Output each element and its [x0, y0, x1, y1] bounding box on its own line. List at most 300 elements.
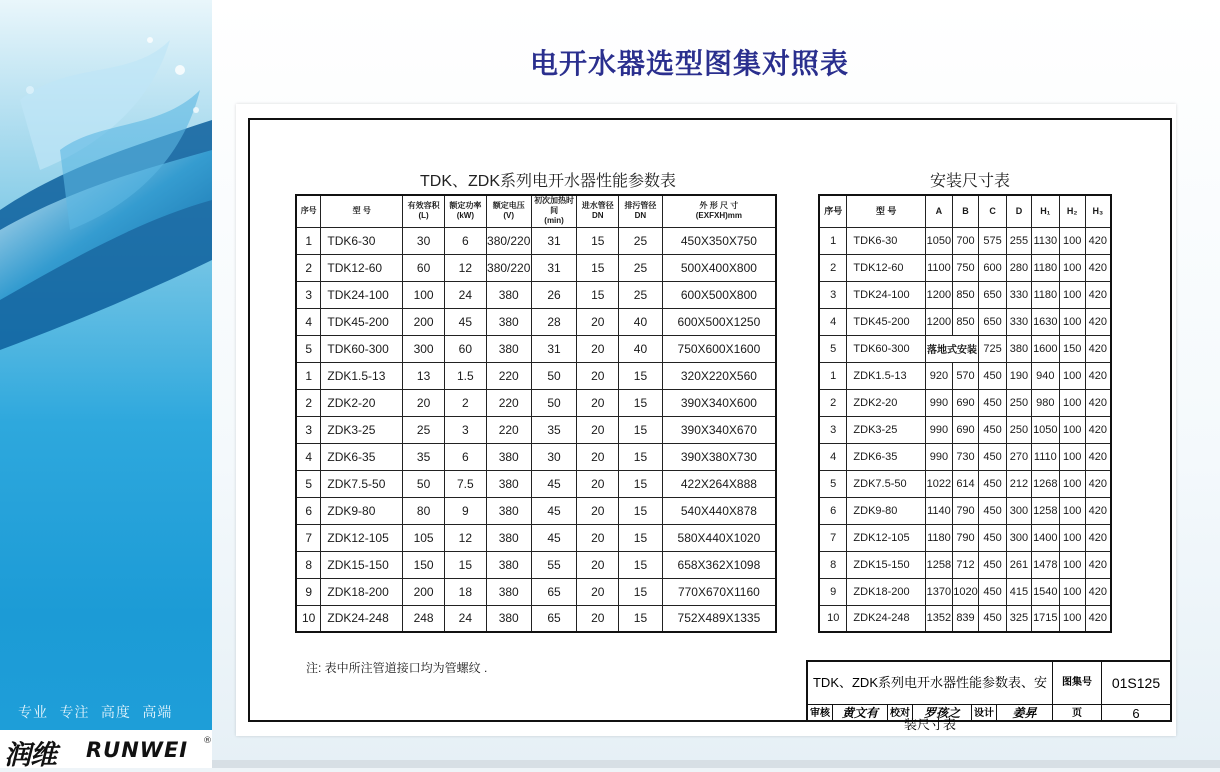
table-cell: 920	[925, 362, 952, 389]
table-cell: 35	[531, 416, 577, 443]
table-cell: 1200	[925, 308, 952, 335]
table-cell: 26	[531, 281, 577, 308]
table-cell: 450X350X750	[662, 227, 776, 254]
table-cell: 570	[952, 362, 978, 389]
table-cell: 380/220	[486, 254, 531, 281]
table-row	[296, 578, 776, 605]
table-cell: 3	[819, 281, 847, 308]
column-header: 初次加热时间 (min)	[531, 195, 577, 227]
table-cell: 380	[486, 497, 531, 524]
table-cell: 1540	[1031, 578, 1059, 605]
table-cell: 300	[403, 335, 445, 362]
table-cell: 450	[979, 578, 1007, 605]
table-row	[819, 497, 1111, 524]
table-cell: 320X220X560	[662, 362, 776, 389]
table-cell: 770X670X1160	[662, 578, 776, 605]
table-cell: 9	[819, 578, 847, 605]
table-cell: 15	[619, 605, 663, 632]
table-row	[819, 254, 1111, 281]
table-cell: 100	[1059, 578, 1085, 605]
performance-table	[295, 194, 777, 633]
table-cell: 600	[979, 254, 1007, 281]
table-cell: 1.5	[444, 362, 486, 389]
table-cell: 1352	[925, 605, 952, 632]
table-cell: 40	[619, 308, 663, 335]
table-cell: 28	[531, 308, 577, 335]
table-cell: 420	[1085, 362, 1111, 389]
table-cell: ZDK15-150	[321, 551, 403, 578]
table-cell: 1020	[952, 578, 978, 605]
table-cell: 25	[403, 416, 445, 443]
table-cell: 8	[819, 551, 847, 578]
table-cell: 7	[819, 524, 847, 551]
table-cell: ZDK18-200	[321, 578, 403, 605]
design-signature: 姜昇	[997, 705, 1053, 722]
column-header: 型 号	[847, 195, 926, 227]
table-cell: 15	[619, 551, 663, 578]
table-cell: 5	[296, 470, 321, 497]
table-row	[296, 227, 776, 254]
table-cell: 420	[1085, 497, 1111, 524]
table-cell: ZDK24-248	[847, 605, 926, 632]
atlas-number: 01S125	[1102, 662, 1170, 705]
table-cell: ZDK1.5-13	[847, 362, 926, 389]
table-cell: 1180	[925, 524, 952, 551]
table-cell: 31	[531, 335, 577, 362]
table-cell: 8	[296, 551, 321, 578]
table-cell: 990	[925, 416, 952, 443]
table-cell: 990	[925, 389, 952, 416]
table-cell: 3	[296, 281, 321, 308]
table-cell: 3	[296, 416, 321, 443]
table-cell: 15	[619, 443, 663, 470]
table-row	[819, 416, 1111, 443]
table-cell: 3	[444, 416, 486, 443]
table-cell: 750X600X1600	[662, 335, 776, 362]
table-row	[819, 578, 1111, 605]
table-cell: 50	[403, 470, 445, 497]
table-cell: 100	[1059, 551, 1085, 578]
table-cell: 100	[1059, 281, 1085, 308]
table-cell: 65	[531, 605, 577, 632]
table-cell: 420	[1085, 605, 1111, 632]
table-cell: 1258	[1031, 497, 1059, 524]
table-cell: 420	[1085, 254, 1111, 281]
table-cell: 15	[619, 578, 663, 605]
table-cell: 300	[1007, 524, 1032, 551]
table-row	[819, 524, 1111, 551]
table-cell: 261	[1007, 551, 1032, 578]
table-cell: ZDK15-150	[847, 551, 926, 578]
table-cell: 540X440X878	[662, 497, 776, 524]
table-cell: 390X380X730	[662, 443, 776, 470]
table-cell: 500X400X800	[662, 254, 776, 281]
table-cell: 1370	[925, 578, 952, 605]
table-cell: 658X362X1098	[662, 551, 776, 578]
table-cell: 1400	[1031, 524, 1059, 551]
table-cell: 1130	[1031, 227, 1059, 254]
table-cell: 200	[403, 308, 445, 335]
table-cell: 700	[952, 227, 978, 254]
table-cell: 450	[979, 497, 1007, 524]
table-cell: 990	[925, 443, 952, 470]
table-cell: 100	[1059, 470, 1085, 497]
table-row	[819, 443, 1111, 470]
table-cell: 60	[444, 335, 486, 362]
table-cell: 100	[1059, 362, 1085, 389]
atlas-number-label: 图集号	[1053, 662, 1102, 705]
table-cell: 750	[952, 254, 978, 281]
table-cell: 15	[577, 254, 619, 281]
table-cell: ZDK6-35	[321, 443, 403, 470]
table-cell: 390X340X670	[662, 416, 776, 443]
table-row	[296, 551, 776, 578]
registered-mark: ®	[203, 736, 212, 746]
table-cell: 20	[577, 416, 619, 443]
drawing-title-block	[806, 660, 1172, 732]
table-cell: 落地式安装	[925, 335, 978, 362]
table-cell: 450	[979, 389, 1007, 416]
table-cell: 420	[1085, 281, 1111, 308]
column-header: D	[1007, 195, 1032, 227]
column-header: B	[952, 195, 978, 227]
table-cell: 380	[486, 335, 531, 362]
table-cell: 422X264X888	[662, 470, 776, 497]
table-cell: 690	[952, 389, 978, 416]
table-cell: 1100	[925, 254, 952, 281]
table-cell: 250	[1007, 416, 1032, 443]
table-cell: 31	[531, 254, 577, 281]
table-cell: 15	[619, 416, 663, 443]
table-cell: 100	[1059, 308, 1085, 335]
table-cell: 20	[577, 497, 619, 524]
table-cell: 1258	[925, 551, 952, 578]
table-cell: 330	[1007, 281, 1032, 308]
table-cell: TDK60-300	[321, 335, 403, 362]
table-cell: 575	[979, 227, 1007, 254]
table-cell: 20	[577, 551, 619, 578]
table-row	[819, 389, 1111, 416]
column-header: C	[979, 195, 1007, 227]
table-cell: TDK24-100	[847, 281, 926, 308]
table-cell: ZDK2-20	[321, 389, 403, 416]
brand-logo-cn: 润维	[4, 740, 56, 771]
table-row	[296, 254, 776, 281]
table-cell: 5	[296, 335, 321, 362]
column-header: 额定功率 (kW)	[444, 195, 486, 227]
table-cell: 420	[1085, 524, 1111, 551]
table-cell: 12	[444, 524, 486, 551]
table-cell: 25	[619, 281, 663, 308]
table-row	[819, 362, 1111, 389]
table-cell: 100	[1059, 605, 1085, 632]
table-cell: 100	[1059, 443, 1085, 470]
column-header: 额定电压 (V)	[486, 195, 531, 227]
table-row	[296, 281, 776, 308]
table-cell: 55	[531, 551, 577, 578]
table-note: 注: 表中所注管道接口均为管螺纹 .	[306, 661, 488, 675]
page-title: 电开水器选型图集对照表	[530, 47, 850, 80]
table-cell: 100	[1059, 524, 1085, 551]
table-row	[819, 470, 1111, 497]
table-cell: 6	[444, 443, 486, 470]
install-table-title: 安装尺寸表	[930, 173, 1011, 190]
table-cell: 270	[1007, 443, 1032, 470]
table-cell: ZDK18-200	[847, 578, 926, 605]
table-cell: 30	[531, 443, 577, 470]
table-cell: 20	[577, 605, 619, 632]
table-cell: 415	[1007, 578, 1032, 605]
table-cell: 614	[952, 470, 978, 497]
table-cell: 1022	[925, 470, 952, 497]
table-cell: 420	[1085, 578, 1111, 605]
table-cell: 839	[952, 605, 978, 632]
table-cell: 31	[531, 227, 577, 254]
table-cell: 420	[1085, 551, 1111, 578]
table-cell: 2	[819, 254, 847, 281]
table-cell: 50	[531, 362, 577, 389]
column-header: 序号	[819, 195, 847, 227]
table-cell: 9	[444, 497, 486, 524]
table-cell: 4	[819, 308, 847, 335]
table-cell: 45	[531, 497, 577, 524]
table-cell: 220	[486, 389, 531, 416]
table-cell: 850	[952, 281, 978, 308]
table-cell: 4	[296, 443, 321, 470]
table-cell: 2	[819, 389, 847, 416]
table-cell: ZDK7.5-50	[321, 470, 403, 497]
table-cell: 650	[979, 308, 1007, 335]
table-cell: 4	[819, 443, 847, 470]
table-cell: 13	[403, 362, 445, 389]
table-cell: 20	[577, 443, 619, 470]
table-cell: 390X340X600	[662, 389, 776, 416]
table-cell: TDK24-100	[321, 281, 403, 308]
table-cell: 100	[1059, 416, 1085, 443]
table-row	[296, 335, 776, 362]
check-signature: 罗孩之	[913, 705, 972, 722]
table-cell: 420	[1085, 470, 1111, 497]
table-cell: ZDK9-80	[321, 497, 403, 524]
design-label: 设计	[972, 705, 997, 722]
table-row	[296, 470, 776, 497]
table-cell: 380	[1007, 335, 1032, 362]
table-cell: 100	[1059, 254, 1085, 281]
table-cell: 220	[486, 362, 531, 389]
table-cell: 450	[979, 416, 1007, 443]
table-cell: 420	[1085, 443, 1111, 470]
table-cell: 20	[577, 362, 619, 389]
table-cell: 1050	[925, 227, 952, 254]
table-row	[819, 605, 1111, 632]
table-cell: 255	[1007, 227, 1032, 254]
table-cell: ZDK6-35	[847, 443, 926, 470]
table-cell: 450	[979, 470, 1007, 497]
table-cell: 450	[979, 443, 1007, 470]
table-cell: 420	[1085, 227, 1111, 254]
table-cell: 25	[619, 227, 663, 254]
table-cell: 752X489X1335	[662, 605, 776, 632]
table-cell: 1715	[1031, 605, 1059, 632]
table-cell: 30	[403, 227, 445, 254]
install-table	[818, 194, 1112, 633]
table-cell: 80	[403, 497, 445, 524]
table-row	[296, 308, 776, 335]
table-cell: 7.5	[444, 470, 486, 497]
slide-bottom-bar	[212, 760, 1220, 768]
table-cell: 6	[819, 497, 847, 524]
table-cell: 20	[577, 470, 619, 497]
table-cell: 15	[444, 551, 486, 578]
table-cell: 150	[1059, 335, 1085, 362]
table-cell: ZDK12-105	[847, 524, 926, 551]
table-cell: 1110	[1031, 443, 1059, 470]
water-splash-image	[0, 0, 212, 700]
table-cell: 65	[531, 578, 577, 605]
table-cell: 725	[979, 335, 1007, 362]
table-cell: 450	[979, 605, 1007, 632]
table-cell: 105	[403, 524, 445, 551]
column-header: 排污管径 DN	[619, 195, 663, 227]
table-cell: 380	[486, 308, 531, 335]
table-cell: 1140	[925, 497, 952, 524]
column-header: 序号	[296, 195, 321, 227]
table-cell: 10	[819, 605, 847, 632]
table-cell: TDK6-30	[847, 227, 926, 254]
table-cell: 380	[486, 470, 531, 497]
table-cell: 200	[403, 578, 445, 605]
table-cell: 100	[403, 281, 445, 308]
sidebar-tagline: 专业 专注 高度 高端	[18, 705, 173, 721]
table-cell: 150	[403, 551, 445, 578]
table-cell: 580X440X1020	[662, 524, 776, 551]
table-cell: 18	[444, 578, 486, 605]
table-cell: ZDK3-25	[847, 416, 926, 443]
table-cell: ZDK12-105	[321, 524, 403, 551]
table-cell: 250	[1007, 389, 1032, 416]
table-cell: 940	[1031, 362, 1059, 389]
table-cell: 9	[296, 578, 321, 605]
column-header: 外 形 尺 寸 (EXFXH)mm	[662, 195, 776, 227]
review-label: 审核	[808, 705, 833, 722]
performance-table-title: TDK、ZDK系列电开水器性能参数表	[420, 173, 677, 190]
table-cell: 1050	[1031, 416, 1059, 443]
table-cell: 380	[486, 524, 531, 551]
table-cell: TDK45-200	[321, 308, 403, 335]
table-cell: ZDK7.5-50	[847, 470, 926, 497]
table-cell: 380	[486, 281, 531, 308]
table-cell: 15	[619, 389, 663, 416]
table-cell: 600X500X800	[662, 281, 776, 308]
table-cell: ZDK24-248	[321, 605, 403, 632]
table-cell: 2	[296, 254, 321, 281]
table-cell: 45	[531, 470, 577, 497]
page-label: 页	[1053, 705, 1102, 722]
table-cell: 15	[619, 524, 663, 551]
table-cell: 1180	[1031, 281, 1059, 308]
table-cell: 248	[403, 605, 445, 632]
table-cell: 450	[979, 524, 1007, 551]
table-row	[296, 524, 776, 551]
table-cell: 45	[444, 308, 486, 335]
table-cell: 1	[296, 362, 321, 389]
table-cell: 790	[952, 524, 978, 551]
left-sidebar	[0, 0, 212, 768]
table-cell: 6	[296, 497, 321, 524]
table-row	[296, 416, 776, 443]
table-cell: 25	[619, 254, 663, 281]
table-cell: 450	[979, 551, 1007, 578]
table-cell: 20	[577, 524, 619, 551]
table-cell: ZDK1.5-13	[321, 362, 403, 389]
table-cell: 50	[531, 389, 577, 416]
table-cell: 20	[577, 578, 619, 605]
table-cell: 450	[979, 362, 1007, 389]
table-cell: 2	[444, 389, 486, 416]
table-cell: 20	[403, 389, 445, 416]
column-header: H₃	[1085, 195, 1111, 227]
table-cell: 280	[1007, 254, 1032, 281]
table-cell: 10	[296, 605, 321, 632]
table-cell: 100	[1059, 389, 1085, 416]
table-cell: 980	[1031, 389, 1059, 416]
table-cell: 1200	[925, 281, 952, 308]
table-cell: 1180	[1031, 254, 1059, 281]
table-cell: TDK6-30	[321, 227, 403, 254]
table-cell: 100	[1059, 227, 1085, 254]
table-cell: ZDK2-20	[847, 389, 926, 416]
table-cell: 15	[619, 362, 663, 389]
table-cell: 24	[444, 281, 486, 308]
table-cell: 20	[577, 335, 619, 362]
table-cell: 1478	[1031, 551, 1059, 578]
table-cell: 380	[486, 578, 531, 605]
table-cell: 420	[1085, 308, 1111, 335]
table-cell: 2	[296, 389, 321, 416]
check-label: 校对	[888, 705, 913, 722]
table-cell: TDK12-60	[847, 254, 926, 281]
column-header: A	[925, 195, 952, 227]
table-cell: 650	[979, 281, 1007, 308]
table-cell: 45	[531, 524, 577, 551]
table-row	[819, 551, 1111, 578]
table-cell: 600X500X1250	[662, 308, 776, 335]
table-cell: 15	[619, 497, 663, 524]
table-cell: 5	[819, 335, 847, 362]
table-cell: TDK45-200	[847, 308, 926, 335]
table-row	[296, 443, 776, 470]
table-cell: 380	[486, 605, 531, 632]
table-cell: 40	[619, 335, 663, 362]
table-cell: 1	[296, 227, 321, 254]
title-block-name: TDK、ZDK系列电开水器性能参数表、安装尺寸表	[808, 662, 1053, 705]
table-cell: 380	[486, 443, 531, 470]
table-row	[819, 281, 1111, 308]
table-cell: 20	[577, 389, 619, 416]
table-cell: 6	[444, 227, 486, 254]
table-cell: 12	[444, 254, 486, 281]
column-header: 型 号	[321, 195, 403, 227]
table-cell: 330	[1007, 308, 1032, 335]
table-cell: 1	[819, 227, 847, 254]
table-cell: 100	[1059, 497, 1085, 524]
table-cell: ZDK3-25	[321, 416, 403, 443]
table-cell: 300	[1007, 497, 1032, 524]
table-cell: 15	[577, 227, 619, 254]
table-cell: 212	[1007, 470, 1032, 497]
column-header: H₂	[1059, 195, 1085, 227]
table-cell: 850	[952, 308, 978, 335]
